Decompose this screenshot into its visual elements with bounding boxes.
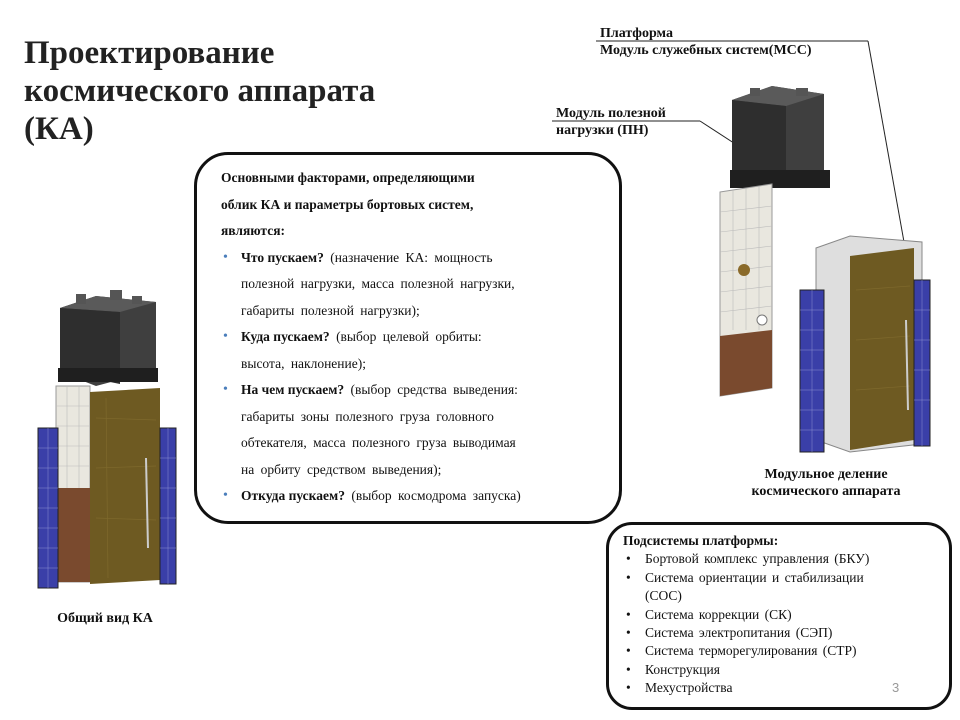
- payload-module-label-2: нагрузки (ПН): [556, 123, 649, 138]
- general-view-caption: Общий вид КА: [57, 611, 153, 626]
- subsystem-text: Конструкция: [645, 661, 720, 677]
- bullet-icon: •: [223, 488, 228, 503]
- spacecraft-modular-illustration: [700, 80, 940, 460]
- factor-text: (выбор целевой орбиты:: [329, 329, 482, 344]
- service-module-label: Модуль служебных систем(МСС): [600, 43, 812, 58]
- spacecraft-general-view-illustration: [36, 288, 196, 608]
- factor-item-on-what: [221, 377, 605, 483]
- bullet-icon: •: [223, 329, 228, 344]
- bullet-icon: •: [626, 661, 631, 677]
- subsystem-item: [623, 661, 939, 679]
- modular-caption-line-1: Модульное деление: [764, 467, 888, 482]
- subsystem-text: Система электропитания (СЭП): [645, 625, 833, 641]
- subsystem-text: Система терморегулирования (СТР): [645, 643, 857, 659]
- bullet-icon: •: [223, 249, 228, 265]
- subsystem-item: [623, 569, 939, 606]
- factor-text: на орбиту средством выведения);: [241, 461, 442, 477]
- bullet-icon: •: [223, 382, 228, 397]
- bullet-icon: •: [626, 680, 631, 696]
- factor-text: обтекателя, масса полезного груза выводимая: [241, 435, 516, 450]
- bullet-icon: •: [626, 606, 631, 622]
- payload-module-label-1: Модуль полезной: [556, 106, 666, 121]
- factor-item-from-where: [221, 483, 605, 510]
- subsystems-list: [623, 550, 939, 697]
- subsystem-item: [623, 642, 939, 660]
- bullet-icon: •: [626, 625, 631, 641]
- factor-question: На чем пускаем?: [241, 382, 345, 397]
- factor-text: (выбор космодрома запуска): [344, 488, 521, 503]
- subsystem-text: Система ориентации и стабилизации: [645, 569, 864, 585]
- factor-question: Куда пускаем?: [241, 329, 330, 344]
- title-line-1: Проектирование: [24, 35, 275, 71]
- subsystems-box: [606, 522, 952, 710]
- factor-text: полезной нагрузки, масса полезной нагрузки,: [241, 276, 515, 291]
- subsystem-text: Мехустройства: [645, 680, 733, 696]
- subsystem-text: Бортовой комплекс управления (БКУ): [645, 551, 870, 567]
- bullet-icon: •: [626, 551, 631, 567]
- factor-item-what: [221, 245, 605, 325]
- factor-question: Откуда пускаем?: [241, 488, 345, 503]
- subsystem-text: (СОС): [645, 588, 682, 604]
- factor-item-where: [221, 324, 605, 377]
- modular-caption-line-2: космического аппарата: [751, 484, 901, 499]
- bullet-icon: •: [626, 569, 631, 585]
- factors-box: [194, 152, 622, 524]
- subsystem-item: [623, 606, 939, 624]
- factors-intro-line-3: являются:: [221, 223, 286, 238]
- page-number: 3: [892, 680, 900, 695]
- bullet-icon: •: [626, 643, 631, 659]
- factor-text: габариты полезной нагрузки);: [241, 302, 420, 318]
- title-line-3: (КА): [24, 111, 94, 147]
- platform-label: Платформа: [600, 26, 673, 41]
- modular-caption: [716, 466, 936, 500]
- factors-list: [221, 245, 605, 510]
- factor-text: высота, наклонение);: [241, 355, 366, 371]
- factors-intro-line-2: облик КА и параметры бортовых систем,: [221, 196, 474, 212]
- factor-text: (выбор средства выведения:: [344, 382, 518, 397]
- title-line-2: космического аппарата: [24, 73, 376, 109]
- factors-intro: [221, 165, 605, 245]
- factors-intro-line-1: Основными факторами, определяющими: [221, 170, 475, 185]
- subsystem-item: [623, 624, 939, 642]
- factor-question: Что пускаем?: [241, 249, 324, 265]
- subsystem-item: [623, 550, 939, 568]
- factor-text: (назначение КА: мощность: [323, 249, 493, 265]
- subsystem-text: Система коррекции (СК): [645, 606, 792, 622]
- factor-text: габариты зоны полезного груза головного: [241, 408, 494, 424]
- subsystems-heading: Подсистемы платформы:: [623, 533, 779, 548]
